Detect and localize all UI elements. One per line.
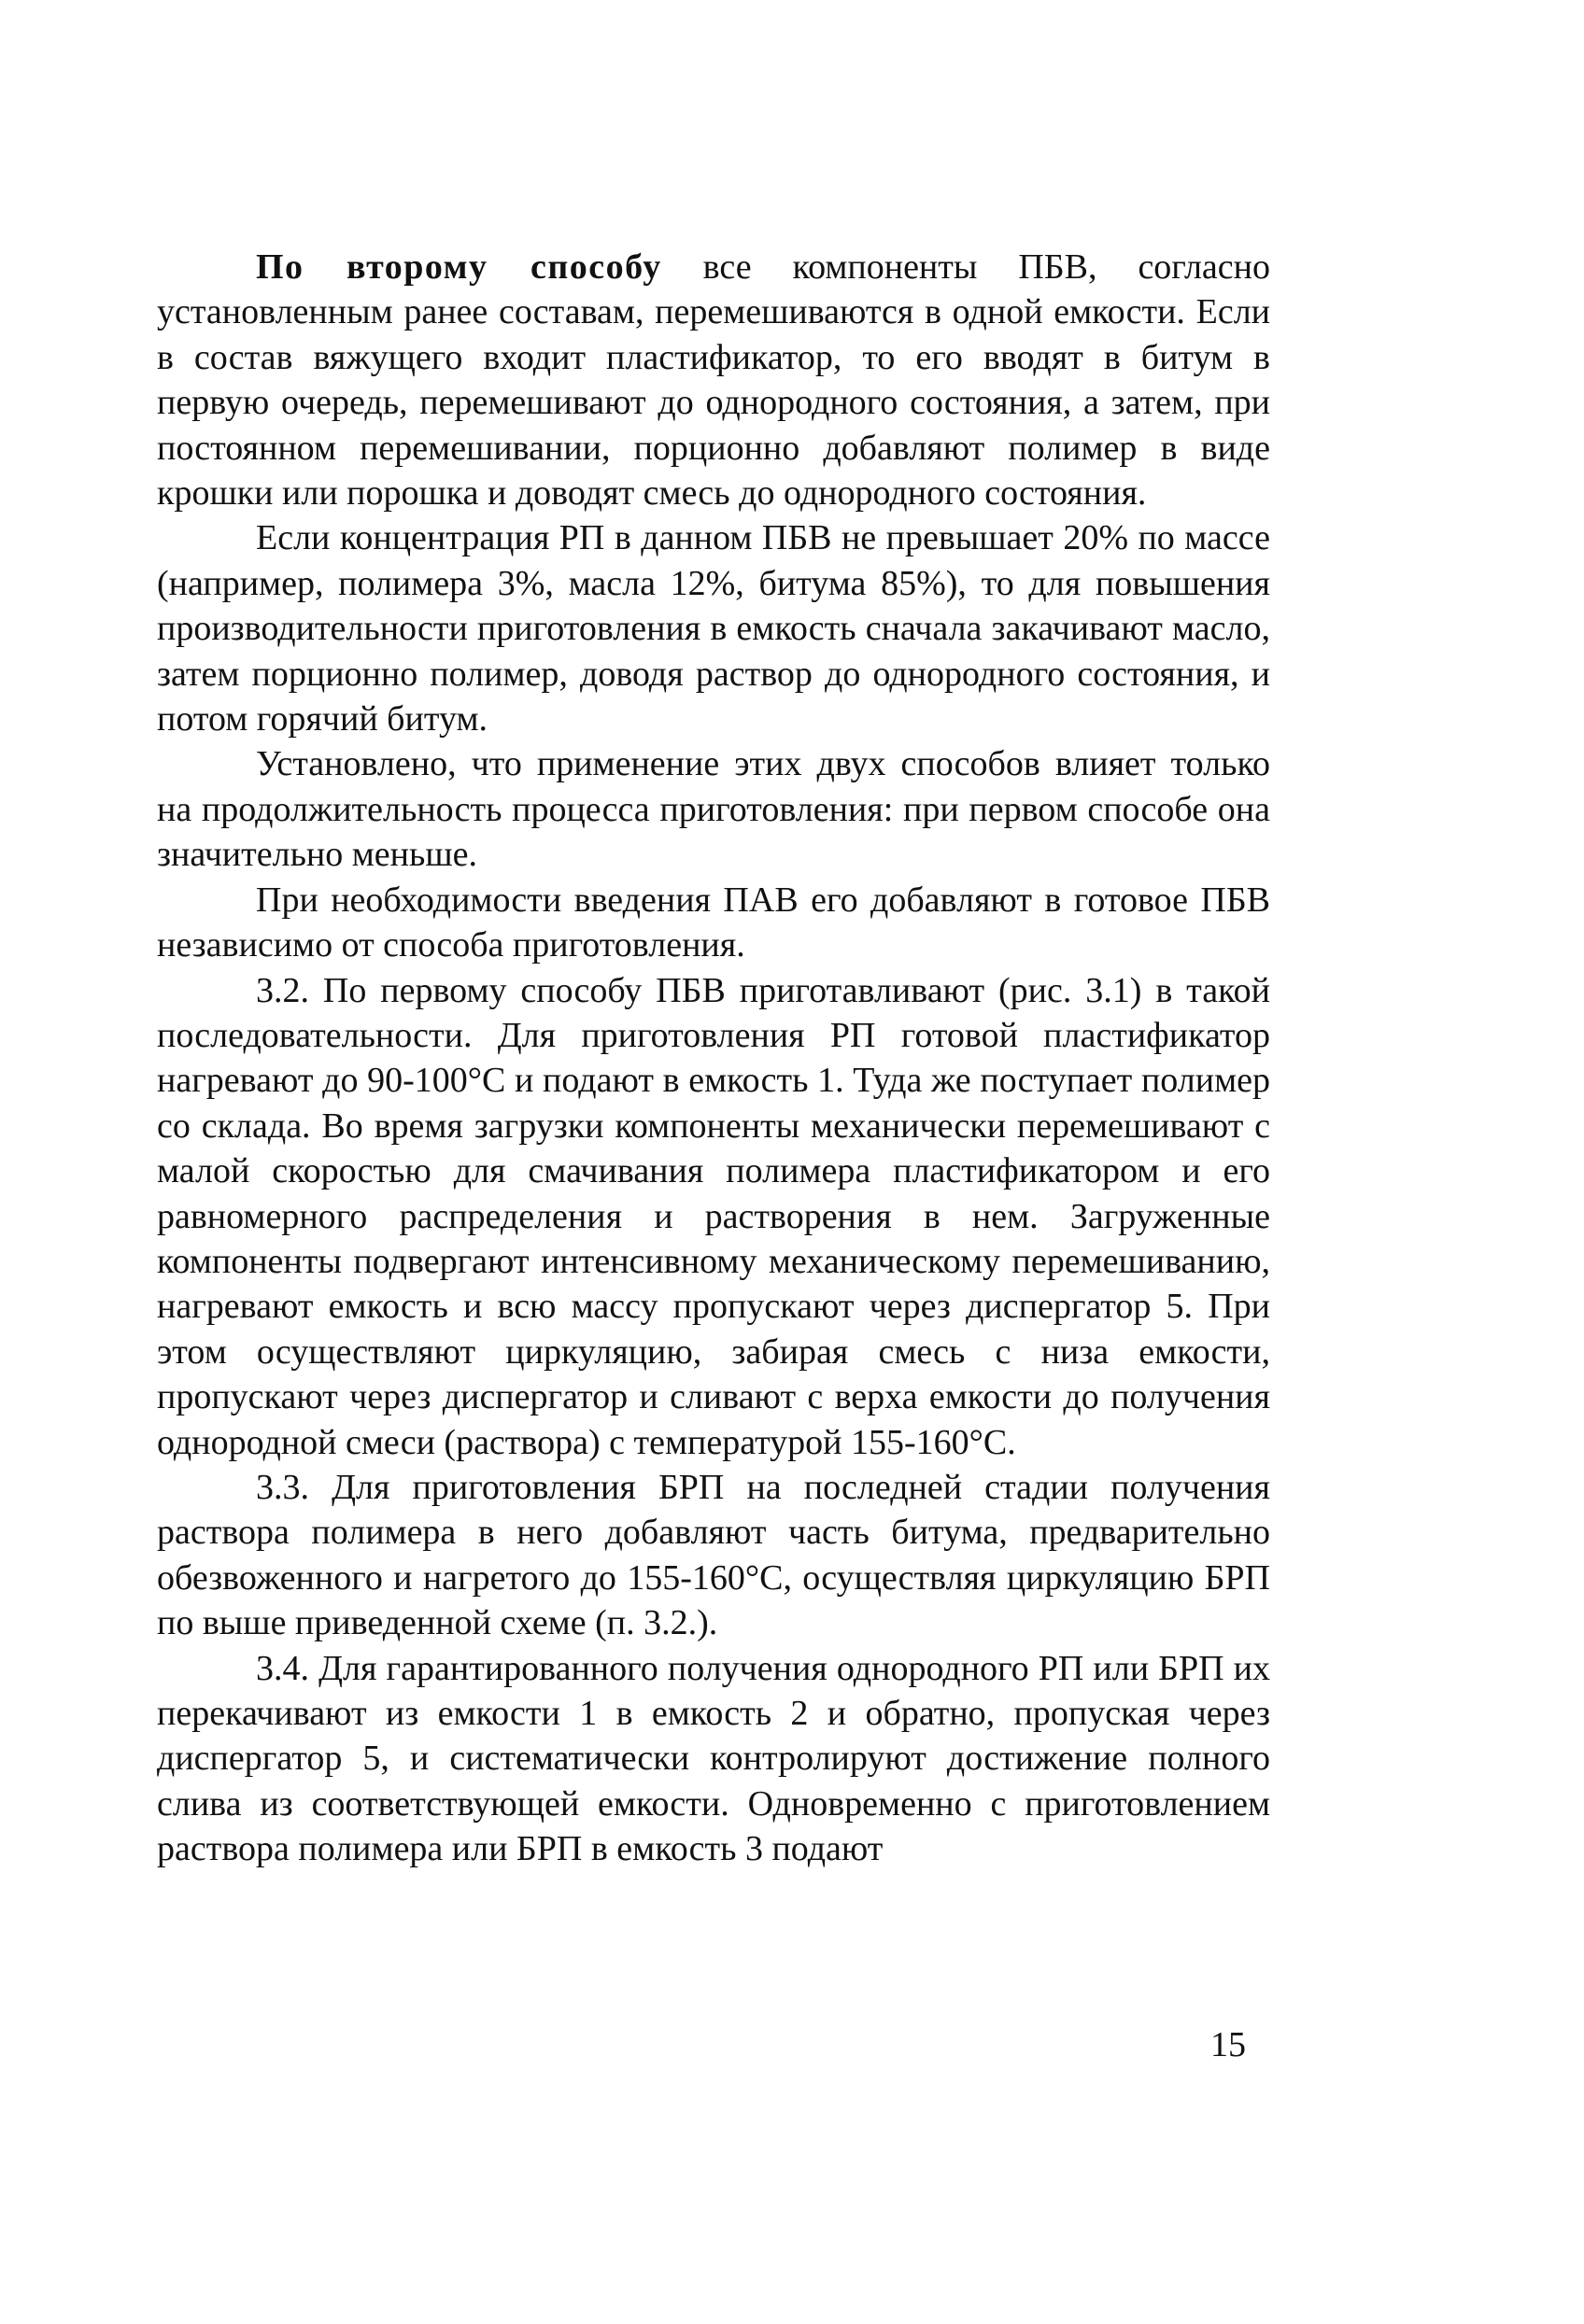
paragraph-1 bbox=[157, 245, 1270, 515]
paragraph-section-3-2: 3.2. По первому способу ПБВ приготавливают (рис. 3.1) в такой последовательности. Для приготовления РП готовой пластификатор нагревают до 90-100°С и подают в емкость 1. Туда же поступает полимер со склада. Во время загрузки компоненты механически перемешивают с малой скоростью для смачивания полимера пластификатором и его равномерного распределения и растворения в нем. Загруженные компоненты подвергают интенсивному механическому перемешиванию, нагревают емкость и всю массу пропускают через диспергатор 5. При этом осуществляют циркуляцию, забирая смесь с низа емкости, пропускают через диспергатор и сливают с верха емкости до получения однородной смеси (раствора) с температурой 155-160°С. bbox=[157, 970, 1270, 1462]
paragraph-2: Если концентрация РП в данном ПБВ не превышает 20% по массе (например, полимера 3%, масла 12%, битума 85%), то для повышения производительности приготовления в емкость сначала закачивают масло, затем порционно полимер, доводя раствор до однородного состояния, и потом горячий битум. bbox=[157, 518, 1270, 739]
paragraph-section-3-4: 3.4. Для гарантированного получения однородного РП или БРП их перекачивают из емкости 1 в емкость 2 и обратно, пропуская через диспергатор 5, и систематически контролируют достижение полного слива из соответствующей емкости. Одновременно с приготовлением раствора полимера или БРП в емкость 3 подают bbox=[157, 1648, 1270, 1869]
page-number: 15 bbox=[1210, 2025, 1246, 2064]
paragraph-section-3-3: 3.3. Для приготовления БРП на последней стадии получения раствора полимера в него добавляют часть битума, предварительно обезвоженного и нагретого до 155-160°С, осуществляя циркуляцию БРП по выше приведенной схеме (п. 3.2.). bbox=[157, 1467, 1270, 1643]
page-body bbox=[157, 245, 1270, 1872]
paragraph-text: все компоненты ПБВ, согласно установленным ранее составам, перемешиваются в одной емкости. Если в состав вяжущего входит пластификатор, то его вводят в битум в первую очередь, перемешивают до однородного состояния, а затем, при постоянном перемешивании, порционно добавляют полимер в виде крошки или порошка и доводят смесь до однородного состояния. bbox=[157, 247, 1270, 514]
paragraph-lead-phrase: По второму способу bbox=[256, 247, 662, 287]
paragraph-3: Установлено, что применение этих двух способов влияет только на продолжительность процесса приготовления: при первом способе она значительно меньше. bbox=[157, 744, 1270, 875]
paragraph-4: При необходимости введения ПАВ его добавляют в готовое ПБВ независимо от способа приготовления. bbox=[157, 880, 1270, 965]
